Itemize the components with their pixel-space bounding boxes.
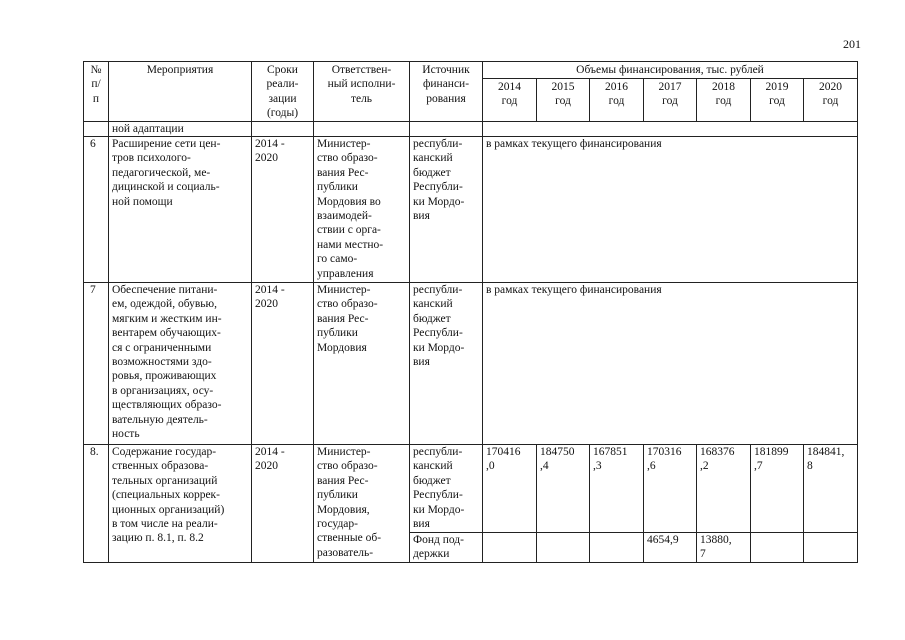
row-num: 6 — [84, 137, 109, 283]
row-source: республи- канский бюджет Республи- ки Мордо- вия — [410, 137, 483, 283]
page-number: 201 — [843, 37, 861, 51]
header-year: 2020 год — [804, 78, 858, 121]
header-num: № п/ п — [84, 62, 109, 122]
value-cell — [751, 533, 804, 563]
row-event: Содержание государ- ственных образова- тельных организаций (специальных коррек- ционных организаций) в том числе на реали- зацию п. 8.1, п. 8.2 — [109, 445, 252, 563]
value-cell: 170416 ,0 — [483, 445, 537, 533]
value-cell — [537, 533, 590, 563]
header-event: Мероприятия — [109, 62, 252, 122]
cell-empty — [84, 121, 109, 136]
cont-event: ной адаптации — [109, 121, 252, 136]
value-cell: 168376 ,2 — [697, 445, 751, 533]
row-source: республи- канский бюджет Республи- ки Мордо- вия — [410, 445, 483, 533]
header-term: Сроки реали- зации (годы) — [252, 62, 314, 122]
value-cell — [483, 533, 537, 563]
row-source: Фонд под- держки — [410, 533, 483, 563]
row-term: 2014 - 2020 — [252, 283, 314, 445]
value-cell: 167851 ,3 — [590, 445, 644, 533]
value-cell: 184841, 8 — [804, 445, 858, 533]
table-row — [84, 445, 858, 533]
row-responsible: Министер- ство образо- вания Рес- публики Мордовия во взаимодей- ствии с орга- нами местно- го само- управления — [314, 137, 410, 283]
row-num: 8. — [84, 445, 109, 563]
header-year: 2017 год — [644, 78, 697, 121]
header-year: 2014 год — [483, 78, 537, 121]
row-responsible: Министер- ство образо- вания Рес- публики Мордовия, государ- ственные об- разователь- — [314, 445, 410, 563]
row-term: 2014 - 2020 — [252, 137, 314, 283]
row-event: Обеспечение питани- ем, одеждой, обувью, мягким и жестким ин- вентарем обучающих- ся с ограниченными возможностями здо- ровья, проживающих в организациях, осу- ществляющих образо- вательную деятель- ность — [109, 283, 252, 445]
table-row — [84, 283, 858, 445]
row-num: 7 — [84, 283, 109, 445]
financing-table — [83, 61, 858, 563]
header-year: 2019 год — [751, 78, 804, 121]
value-cell: 181899 ,7 — [751, 445, 804, 533]
value-cell: 4654,9 — [644, 533, 697, 563]
header-volumes: Объемы финансирования, тыс. рублей — [483, 62, 858, 79]
row-event: Расширение сети цен- тров психолого- педагогической, ме- дицинской и социаль- ной помощи — [109, 137, 252, 283]
header-year: 2016 год — [590, 78, 644, 121]
header-source: Источник финанси- рования — [410, 62, 483, 122]
table-row — [84, 137, 858, 283]
value-cell: 170316 ,6 — [644, 445, 697, 533]
value-cell — [804, 533, 858, 563]
row-funding-note: в рамках текущего финансирования — [483, 283, 858, 445]
row-responsible: Министер- ство образо- вания Рес- публики Мордовия — [314, 283, 410, 445]
value-cell: 13880, 7 — [697, 533, 751, 563]
row-funding-note: в рамках текущего финансирования — [483, 137, 858, 283]
row-term: 2014 - 2020 — [252, 445, 314, 563]
header-year: 2015 год — [537, 78, 590, 121]
header-year: 2018 год — [697, 78, 751, 121]
header-responsible: Ответствен- ный исполни- тель — [314, 62, 410, 122]
value-cell: 184750 ,4 — [537, 445, 590, 533]
value-cell — [590, 533, 644, 563]
row-source: республи- канский бюджет Республи- ки Мордо- вия — [410, 283, 483, 445]
